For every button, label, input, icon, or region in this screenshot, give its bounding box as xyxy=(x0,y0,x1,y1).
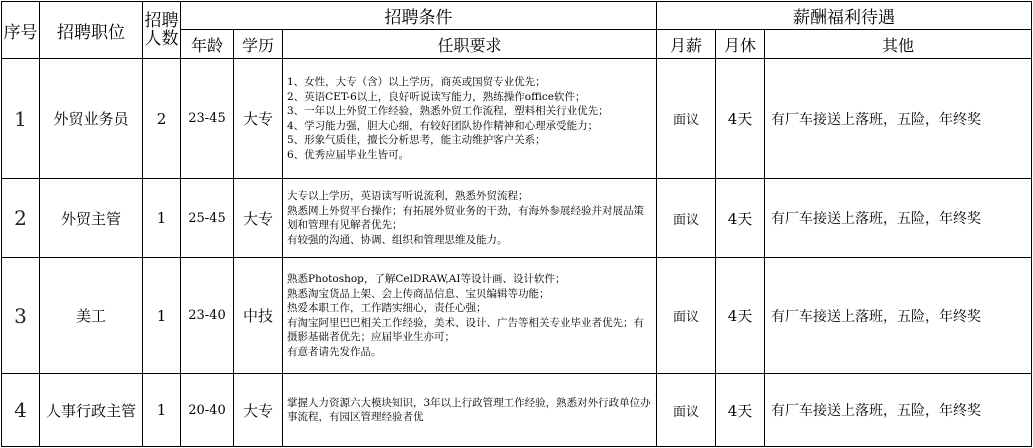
row-salary: 面议 xyxy=(657,258,716,374)
recruitment-table xyxy=(1,1,1032,447)
row-age: 23-45 xyxy=(181,59,234,179)
row-salary: 面议 xyxy=(657,59,716,179)
requirement-line: 2、英语CET-6以上，良好听说读写能力，熟练操作office软件； xyxy=(287,90,586,103)
requirement-line: 熟悉网上外贸平台操作；有拓展外贸业务的干劲，有海外参展经验并对展品策划和管理有见解者优先； xyxy=(287,204,644,231)
header-no: 序号 xyxy=(2,2,40,59)
requirement-line: 有较强的沟通、协调、组织和管理思维及能力。 xyxy=(287,233,508,246)
row-education: 大专 xyxy=(234,374,283,447)
table-row xyxy=(2,374,1032,447)
row-rest: 4天 xyxy=(716,258,765,374)
row-no: 4 xyxy=(2,374,40,447)
row-count: 2 xyxy=(143,59,181,179)
table-row xyxy=(2,258,1032,374)
header-conditions-group: 招聘条件 xyxy=(181,2,657,30)
header-salary: 月薪 xyxy=(657,30,716,59)
header-other: 其他 xyxy=(765,30,1032,59)
header-age: 年龄 xyxy=(181,30,234,59)
row-position: 美工 xyxy=(40,258,143,374)
row-count: 1 xyxy=(143,374,181,447)
row-salary: 面议 xyxy=(657,179,716,258)
header-benefits-group: 薪酬福利待遇 xyxy=(657,2,1032,30)
header-rest: 月休 xyxy=(716,30,765,59)
row-requirements xyxy=(283,59,657,179)
row-rest: 4天 xyxy=(716,59,765,179)
row-education: 大专 xyxy=(234,179,283,258)
row-count: 1 xyxy=(143,179,181,258)
row-other: 有厂车接送上落班，五险，年终奖 xyxy=(765,59,1032,179)
row-education: 大专 xyxy=(234,59,283,179)
header-education: 学历 xyxy=(234,30,283,59)
row-position: 外贸主管 xyxy=(40,179,143,258)
row-rest: 4天 xyxy=(716,374,765,447)
row-other: 有厂车接送上落班，五险，年终奖 xyxy=(765,179,1032,258)
row-position: 人事行政主管 xyxy=(40,374,143,447)
table-row xyxy=(2,59,1032,179)
row-position: 外贸业务员 xyxy=(40,59,143,179)
header-requirements: 任职要求 xyxy=(283,30,657,59)
header-position: 招聘职位 xyxy=(40,2,143,59)
requirement-line: 热爱本职工作，工作踏实细心，责任心强； xyxy=(287,302,487,314)
requirement-line: 3、一年以上外贸工作经验，熟悉外贸工作流程，塑料相关行业优先； xyxy=(287,105,609,117)
requirement-line: 掌握人力资源六大模块知识，3年以上行政管理工作经验，熟悉对外行政单位办事流程，有园区管理经验者优 xyxy=(287,396,651,423)
requirement-line: 6、优秀应届毕业生皆可。 xyxy=(287,148,410,161)
requirement-line: 1、女性，大专（含）以上学历，商英或国贸专业优先； xyxy=(287,76,546,88)
row-age: 23-40 xyxy=(181,258,234,374)
requirement-line: 大专以上学历，英语读写听说流利，熟悉外贸流程； xyxy=(287,190,529,202)
row-requirements xyxy=(283,258,657,374)
table-row xyxy=(2,179,1032,258)
requirement-line: 有淘宝阿里巴巴相关工作经验，美术、设计、广告等相关专业毕业者优先；有摄影基础者优先；应届毕业生亦可； xyxy=(287,316,644,343)
requirement-line: 有意者请先发作品。 xyxy=(287,345,382,358)
row-other: 有厂车接送上落班，五险，年终奖 xyxy=(765,258,1032,374)
row-education: 中技 xyxy=(234,258,283,374)
row-no: 1 xyxy=(2,59,40,179)
row-requirements xyxy=(283,179,657,258)
row-count: 1 xyxy=(143,258,181,374)
row-rest: 4天 xyxy=(716,179,765,258)
requirement-line: 4、学习能力强，胆大心细，有较好团队协作精神和心理承受能力； xyxy=(287,119,599,132)
row-salary: 面议 xyxy=(657,374,716,447)
row-other: 有厂车接送上落班，五险，年终奖 xyxy=(765,374,1032,447)
row-age: 20-40 xyxy=(181,374,234,447)
requirement-line: 熟悉淘宝货品上架、会上传商品信息、宝贝编辑等功能； xyxy=(287,287,550,300)
row-age: 25-45 xyxy=(181,179,234,258)
row-no: 2 xyxy=(2,179,40,258)
row-requirements xyxy=(283,374,657,447)
requirement-line: 熟悉Photoshop，了解CelDRAW,AI等设计画、设计软件； xyxy=(287,273,566,285)
row-no: 3 xyxy=(2,258,40,374)
requirement-line: 5、形象气质佳，擅长分析思考，能主动维护客户关系； xyxy=(287,134,546,146)
header-count: 招聘人数 xyxy=(143,2,181,59)
